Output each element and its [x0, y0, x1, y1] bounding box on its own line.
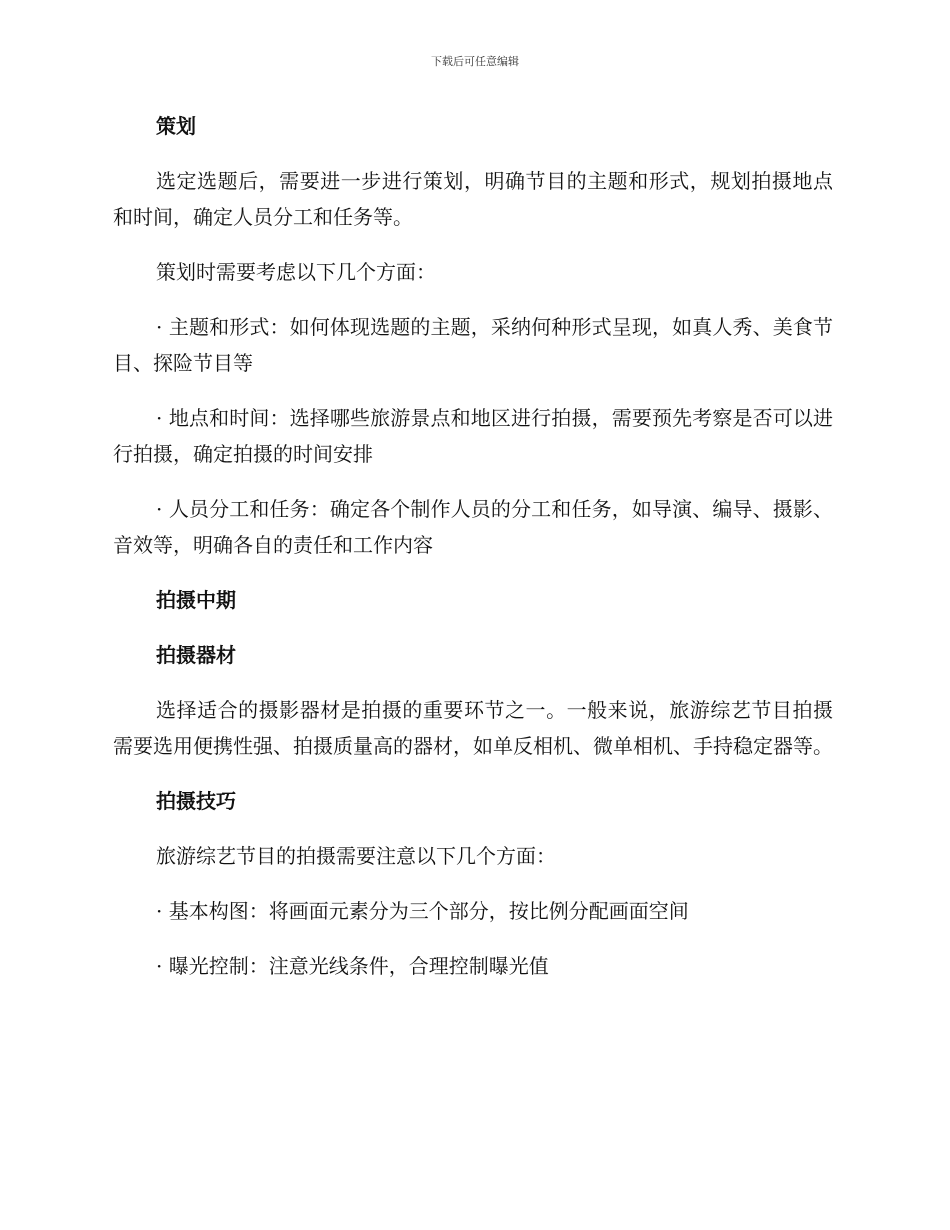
- document-body: [113, 108, 833, 1003]
- section-heading-equipment: 拍摄器材: [156, 643, 236, 667]
- paragraph-equipment: 选择适合的摄影器材是拍摄的重要环节之一。一般来说，旅游综艺节目拍摄需要选用便携性强、拍摄质量高的器材，如单反相机、微单相机、手持稳定器等。: [113, 698, 833, 758]
- bullet-composition: · 基本构图：将画面元素分为三个部分，按比例分配画面空间: [156, 899, 689, 923]
- section-heading-planning: 策划: [156, 114, 196, 138]
- paragraph-techniques-intro: 旅游综艺节目的拍摄需要注意以下几个方面：: [156, 844, 556, 868]
- bullet-exposure: · 曝光控制：注意光线条件，合理控制曝光值: [156, 954, 549, 978]
- paragraph-planning-intro: 选定选题后，需要进一步进行策划，明确节目的主题和形式，规划拍摄地点和时间，确定人员分工和任务等。: [113, 169, 833, 229]
- page-header: 下载后可任意编辑: [431, 55, 519, 68]
- bullet-staff-tasks: · 人员分工和任务：确定各个制作人员的分工和任务，如导演、编导、摄影、音效等，明确各自的责任和工作内容: [113, 497, 833, 557]
- section-heading-techniques: 拍摄技巧: [156, 789, 236, 813]
- section-heading-shooting-mid: 拍摄中期: [156, 588, 236, 612]
- bullet-location-time: · 地点和时间：选择哪些旅游景点和地区进行拍摄，需要预先考察是否可以进行拍摄，确定拍摄的时间安排: [113, 406, 833, 466]
- bullet-theme-form: · 主题和形式：如何体现选题的主题，采纳何种形式呈现，如真人秀、美食节目、探险节目等: [113, 315, 833, 375]
- paragraph-planning-aspects: 策划时需要考虑以下几个方面：: [156, 260, 436, 284]
